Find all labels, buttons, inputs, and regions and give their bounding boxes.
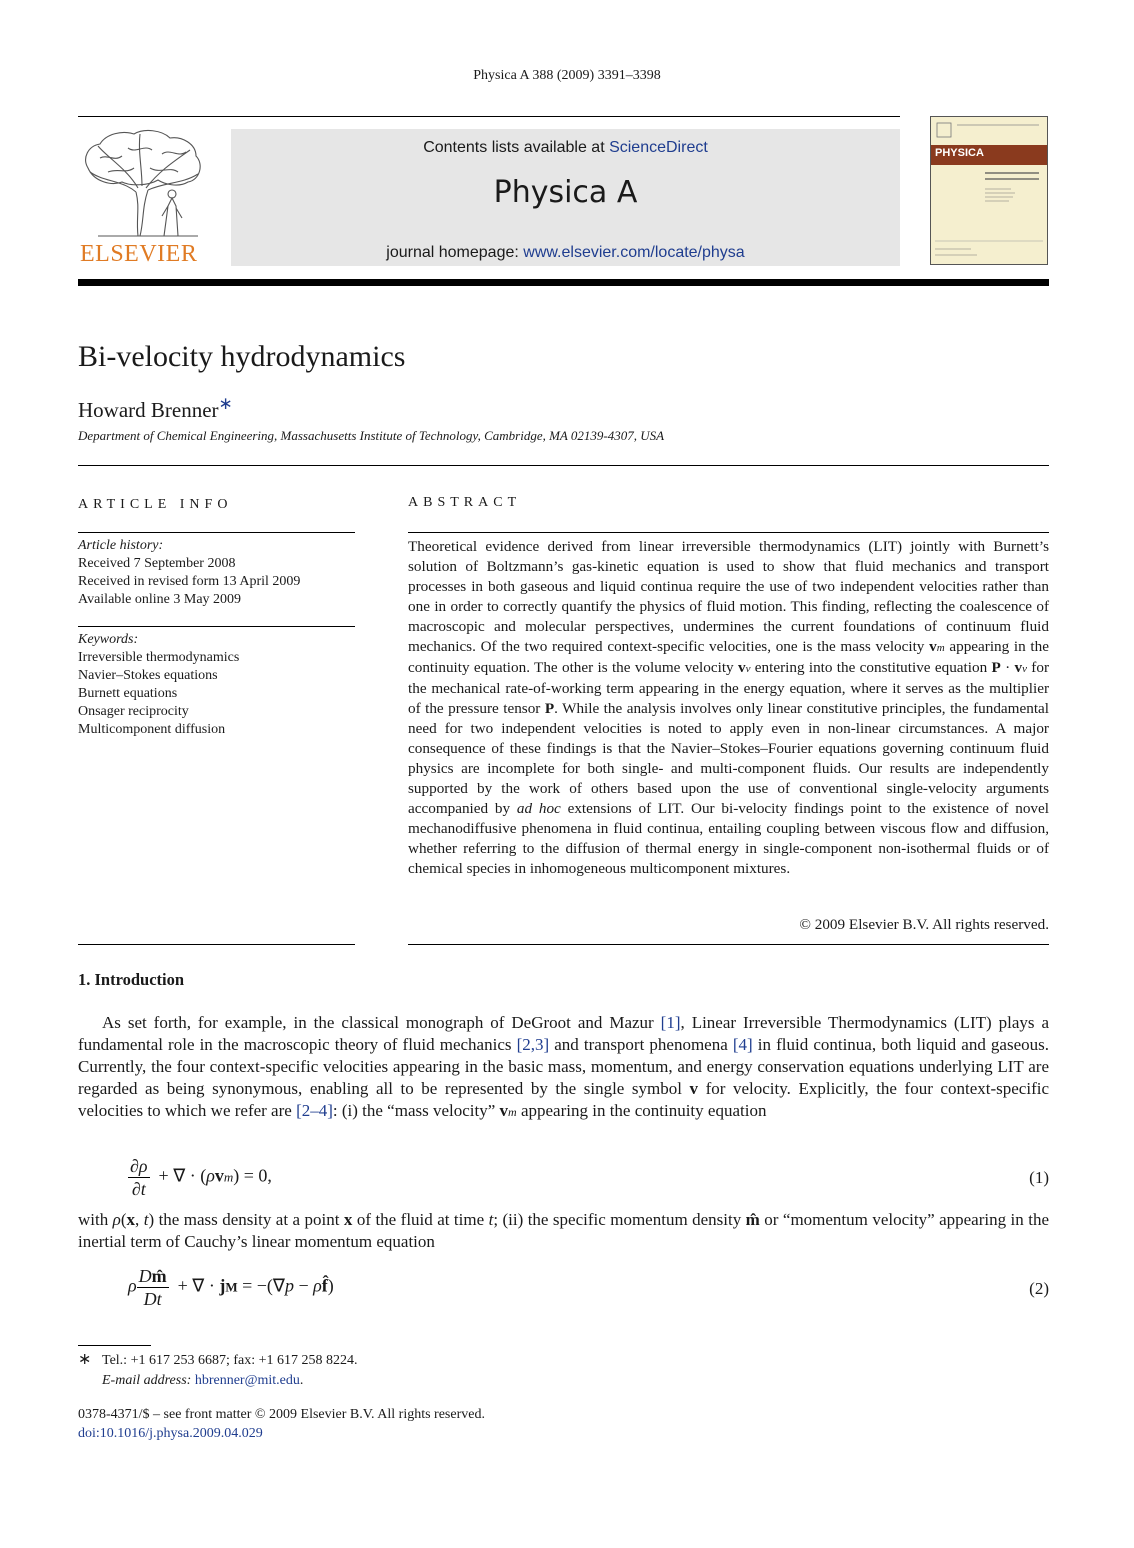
divider [408,944,1049,945]
article-info-heading: ARTICLE INFO [78,497,233,512]
author-name: Howard Brenner [78,398,219,422]
footnote-email-line: E-mail address: hbrenner@mit.edu. [102,1373,304,1388]
body-text: As set forth, for example, in the classical monograph of DeGroot and Mazur [102,1013,661,1032]
footnote-mark: ∗ [78,1351,92,1368]
divider [78,626,355,627]
contents-prefix: Contents lists available at [423,139,610,156]
body-text: and transport phenomena [549,1035,733,1054]
article-history [78,537,355,609]
front-matter [78,1405,485,1443]
keyword-item: Irreversible thermodynamics [78,650,240,665]
divider [78,465,1049,466]
equation-number: (2) [1029,1279,1049,1298]
email-label: E-mail address: [102,1373,192,1388]
body-text: in fluid continua, both liquid and gaseous. Currently, the four context-specific velocities appearing in the basic mass, momentum, and energy conservation equations underlying LIT are regarded as being synonymous, enabling all to be represented by the single symbol [78,1035,1049,1098]
body-text: or “momentum velocity” appearing in the inertial term of Cauchy’s linear momentum equation [78,1210,1049,1251]
author-line [78,394,233,423]
journal-banner [231,129,900,266]
abstract-text: entering into the constitutive equation [750,659,992,676]
citation-link[interactable]: [4] [732,1035,753,1054]
body-text: appearing in the continuity equation [516,1101,767,1120]
homepage-prefix: journal homepage: [386,244,524,261]
abstract-text: extensions of LIT. Our bi-velocity findings point to the existence of novel mechanodiffusive phenomena in fluid continua, entailing coupling between viscous flow and diffusion, whether referring to the diffusion of thermal energy in single-component non-isothermal fluids or of chemical species in inhomogeneous multicomponent mixtures. [408,800,1049,877]
body-text: : (i) the “mass velocity” [332,1101,500,1120]
keywords [78,631,355,739]
abstract-text: for the mechanical rate-of-working term appearing in the energy equation, where it serves as the multiplier of the pressure tensor [408,659,1049,717]
homepage-line [231,244,900,262]
masthead-rule [78,116,900,117]
elsevier-tree-icon [78,128,206,240]
body-text: ; (ii) the specific momentum density [493,1210,746,1229]
body-text: , Linear Irreversible Thermodynamics (LIT) plays a fundamental role in the macroscopic theory of fluid mechanics [78,1013,1050,1054]
keyword-item: Navier–Stokes equations [78,668,218,683]
journal-cover-thumbnail [930,116,1048,265]
doi-link[interactable]: doi:10.1016/j.physa.2009.04.029 [78,1426,263,1441]
section-heading-introduction: 1. Introduction [78,970,185,989]
equation-number: (1) [1029,1168,1049,1187]
citation-link[interactable]: [2,3] [516,1035,550,1054]
divider [78,944,355,945]
abstract-copyright: © 2009 Elsevier B.V. All rights reserved. [799,916,1049,933]
equation-1: $\frac{\partial\rho}{\partial t}$ + ∇ · (ρvm) = 0, [130,1156,272,1199]
issn-line: 0378-4371/$ – see front matter © 2009 Elsevier B.V. All rights reserved. [78,1407,485,1422]
abstract-body: Theoretical evidence derived from linear irreversible thermodynamics (LIT) jointly with Burnett’s solution of Boltzmann’s gas-kinetic equation is used to show that fluid mechanics and transport processes in both gaseous and liquid continua require the use of two independent velocities rather than one in order to correctly quantify the physics of fluid motion. This finding, reflecting the coalescence of macroscopic and molecular perspectives, undermines the current foundations of continuum fluid mechanics. Of the two required context-specific velocities, one is the mass velocity vm appearing in the continuity equation. The other is the volume velocity vv entering into the constitutive equation P · vv for the mechanical rate-of-working term appearing in the energy equation, where it serves as the multiplier of the pressure tensor P. While the analysis involves only linear constitutive principles, the fundamental need for two independent velocities is noted to apply even in non-linear circumstances. A major consequence of these findings is that the Navier–Stokes–Fourier equations governing continuum fluid physics are incomplete for both single- and multi-component fluids. Our results are independently supported by the work of others based upon the use of conventional single-velocity arguments accompanied by ad hoc extensions of LIT. Our bi-velocity findings point to the existence of novel mechanodiffusive phenomena in fluid continua, entailing coupling between viscous flow and diffusion, whether referring to the diffusion of thermal energy in single-component non-isothermal fluids or of chemical species in inhomogeneous multicomponent mixtures. [408,538,1049,877]
abstract-text: . While the analysis involves only linear constitutive principles, the fundamental need for two independent velocities is noted to apply even in non-linear circumstances. A major consequence of these findings is that the Navier–Stokes–Fourier equations governing continuum fluid physics are incomplete for both single- and multi-component fluids. Our results are independently supported by the work of others based upon the use of conventional single-velocity arguments accompanied by [408,700,1049,817]
abstract-text: Theoretical evidence derived from linear irreversible thermodynamics (LIT) jointly with Burnett’s solution of Boltzmann’s gas-kinetic equation is used to show that fluid mechanics and transport processes in both gaseous and liquid continua require the use of two independent velocities rather than one in order to correctly quantify the physics of fluid motion. This finding, reflecting the coalescence of macroscopic and molecular perspectives, undermines the current foundations of continuum fluid mechanics. Of the two required context-specific velocities, one is the mass velocity [408,538,1049,655]
body-text: for velocity. Explicitly, the four context-specific velocities to which we refer are [78,1079,1049,1120]
cover-title: PHYSICA [935,147,984,159]
keyword-item: Multicomponent diffusion [78,722,226,737]
divider [408,532,1049,533]
footnote-rule [78,1345,151,1346]
abstract-text: ad hoc [516,800,561,817]
history-item: Received in revised form 13 April 2009 [78,574,301,589]
running-head: Physica A 388 (2009) 3391–3398 [473,68,661,83]
footnote [78,1350,358,1391]
elsevier-logo [78,128,206,268]
contents-line [231,139,900,157]
equation-2: ρ $\frac{Dm̂}{Dt}$ + ∇ · jM = −(∇p − ρf̂) [128,1266,334,1309]
citation-link[interactable]: [1] [660,1013,681,1032]
keyword-item: Onsager reciprocity [78,704,189,719]
body-paragraph: with ρ(x, t) the mass density at a point x of the fluid at time t; (ii) the specific momentum density m̂ or “momentum velocity” appearing in the inertial term of Cauchy’s linear momentum equation [78,1210,1049,1251]
intro-paragraph: As set forth, for example, in the classical monograph of DeGroot and Mazur [1], Linear Irreversible Thermodynamics (LIT) plays a fundamental role in the macroscopic theory of fluid mechanics [2,3] and transport phenomena [4] in fluid continua, both liquid and gaseous. Currently, the four context-specific velocities appearing in the basic mass, momentum, and energy conservation equations underlying LIT are regarded as being synonymous, enabling all to be represented by the single symbol v for velocity. Explicitly, the four context-specific velocities to which we refer are [2–4]: (i) the “mass velocity” vm appearing in the continuity equation [78,1013,1050,1120]
abstract-heading: ABSTRACT [408,495,522,510]
citation-link[interactable]: [2–4] [296,1101,333,1120]
body-text: the mass density at a point [154,1210,344,1229]
footnote-contact: Tel.: +1 617 253 6687; fax: +1 617 258 8224. [102,1353,358,1368]
keyword-item: Burnett equations [78,686,178,701]
journal-title: Physica A [493,175,638,210]
elsevier-wordmark: ELSEVIER [80,241,198,267]
abstract-text: appearing in the continuity equation. The other is the volume velocity [408,638,1049,676]
sciencedirect-link[interactable]: ScienceDirect [609,139,708,156]
history-item: Received 7 September 2008 [78,556,236,571]
footnote-contact-line [78,1350,358,1371]
masthead-thick-rule [78,279,1049,286]
body-text: of the fluid at time [352,1210,489,1229]
body-text: with [78,1210,113,1229]
keywords-label: Keywords: [78,632,139,647]
affiliation: Department of Chemical Engineering, Massachusetts Institute of Technology, Cambridge, MA 02139-4307, USA [78,428,665,443]
author-email-link[interactable]: hbrenner@mit.edu [194,1373,300,1388]
divider [78,532,355,533]
article-title: Bi-velocity hydrodynamics [78,340,406,373]
history-label: Article history: [78,538,164,553]
author-footnote-link[interactable]: ∗ [218,394,233,413]
journal-homepage-link[interactable]: www.elsevier.com/locate/physa [523,244,745,261]
cover-decoration-icon [931,117,1047,264]
history-item: Available online 3 May 2009 [78,592,242,607]
